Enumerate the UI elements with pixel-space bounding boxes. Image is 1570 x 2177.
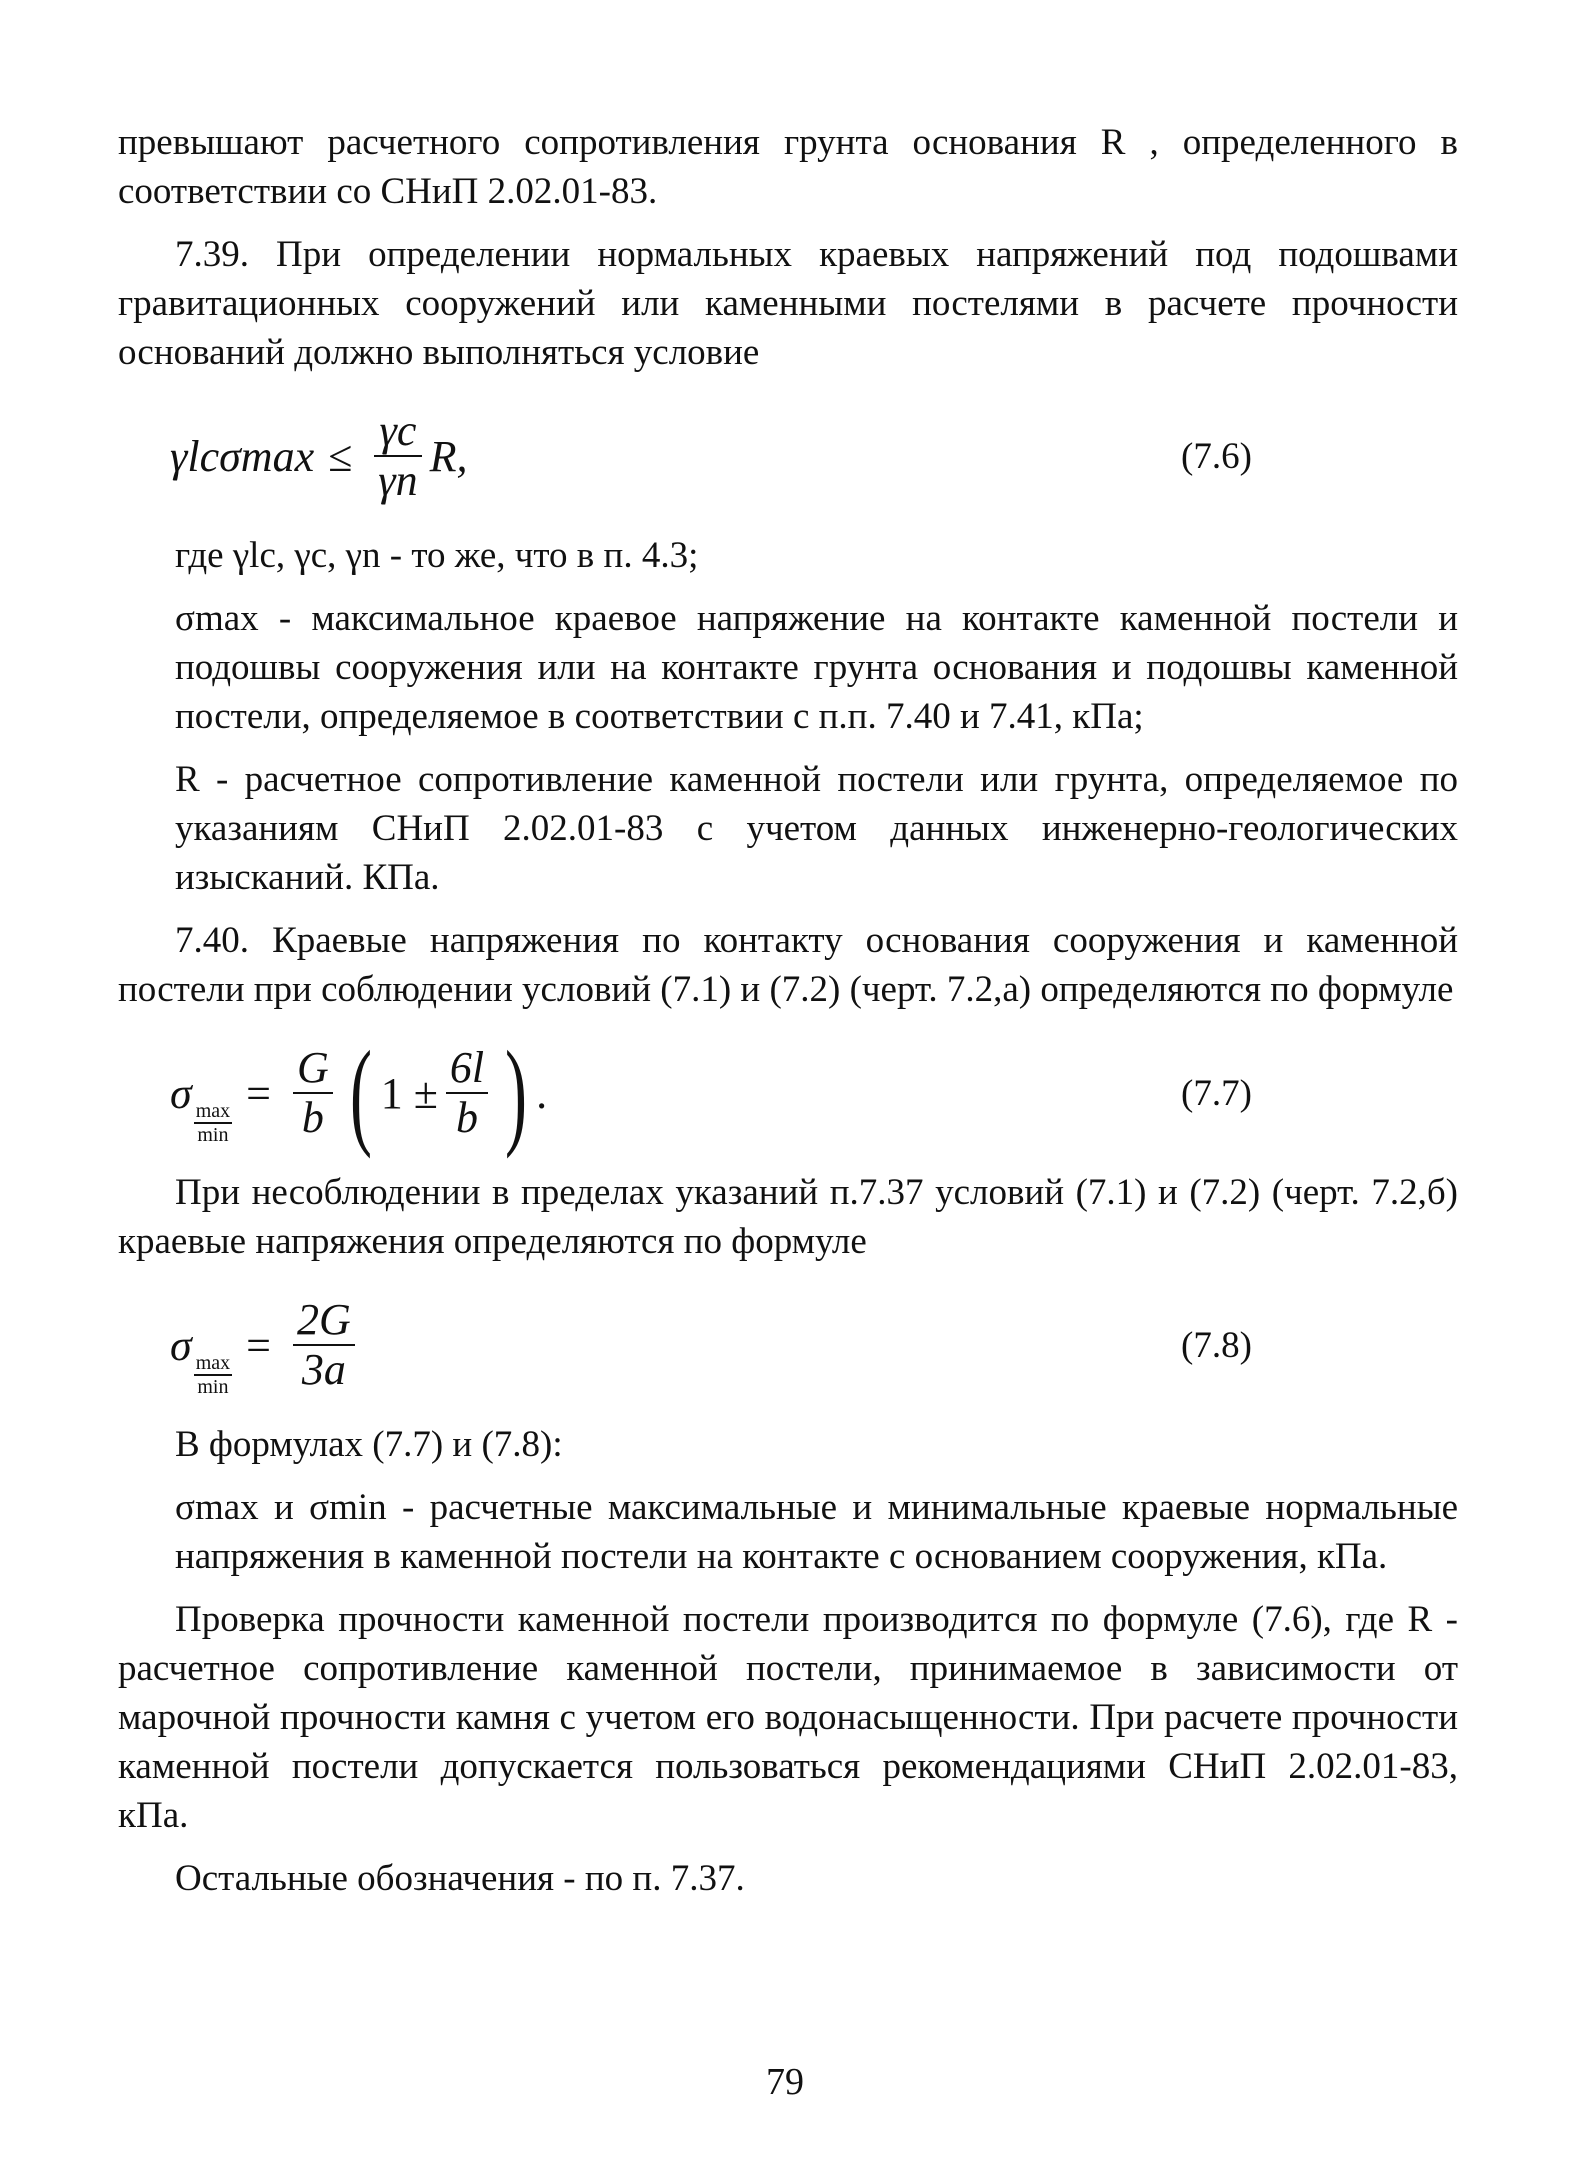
paragraph-continuation: превышают расчетного сопротивления грунта основания R , определенного в соответствии со СНиП 2.02.01-83. bbox=[118, 122, 1458, 212]
formula-7-6-fraction bbox=[374, 407, 421, 505]
formula-7-8-denominator: 3a bbox=[301, 1345, 346, 1394]
formula-7-8-operator: = bbox=[246, 1320, 271, 1370]
formula-7-6-operator: ≤ bbox=[328, 431, 353, 481]
formula-7-7-tail: . bbox=[536, 1068, 548, 1118]
subscript-min: min bbox=[197, 1124, 229, 1146]
formula-7-7-operator: = bbox=[246, 1068, 271, 1118]
subscript-min: min bbox=[197, 1376, 229, 1398]
formula-7-6-denominator: γn bbox=[378, 456, 418, 505]
formula-7-8-fraction bbox=[293, 1296, 355, 1394]
paragraph-sigma-max-min-def: σmax и σmin - расчетные максимальные и минимальные краевые нормальные напряжения в каменной постели на контакте с основанием сооружения, кПа. bbox=[175, 1487, 1458, 1577]
formula-7-7-inner-fraction bbox=[446, 1044, 488, 1142]
formula-7-6-tail: R, bbox=[429, 431, 468, 481]
document-page bbox=[118, 118, 1458, 1917]
formula-7-7-sigma: σ bbox=[170, 1068, 192, 1118]
formula-7-7-number: (7.7) bbox=[1181, 1072, 1252, 1114]
formula-7-8-subscript bbox=[194, 1352, 232, 1398]
formula-7-7-numerator: G bbox=[296, 1043, 329, 1092]
formula-7-7-subscript bbox=[194, 1100, 232, 1146]
page-number: 79 bbox=[766, 2061, 804, 2103]
left-parenthesis: ( bbox=[349, 1026, 372, 1159]
formula-7-7-expression bbox=[170, 1028, 547, 1158]
paragraph-7-39: 7.39. При определении нормальных краевых напряжений под подошвами гравитационных сооружений или каменными постелями в расчете прочности оснований должно выполняться условие bbox=[118, 234, 1458, 373]
formula-7-7-inner-left: 1 ± bbox=[380, 1068, 438, 1118]
paragraph-7-40: 7.40. Краевые напряжения по контакту основания сооружения и каменной постели при соблюдении условий (7.1) и (7.2) (черт. 7.2,а) определяются по формуле bbox=[118, 920, 1458, 1010]
formula-7-7-inner-denominator: b bbox=[455, 1093, 478, 1142]
formula-7-8-number: (7.8) bbox=[1181, 1324, 1252, 1366]
formula-7-8-numerator: 2G bbox=[296, 1295, 351, 1344]
formula-7-6-lhs: γlcσmax bbox=[170, 431, 315, 481]
formula-7-7-inner-numerator: 6l bbox=[449, 1043, 485, 1092]
formula-7-6-numerator: γc bbox=[379, 406, 417, 455]
paragraph-nonobservance: При несоблюдении в пределах указаний п.7.37 условий (7.1) и (7.2) (черт. 7.2,б) краевые напряжения определяются по формуле bbox=[118, 1172, 1458, 1262]
formula-7-8-sigma: σ bbox=[170, 1320, 192, 1370]
formula-7-6-expression bbox=[170, 391, 468, 521]
formula-7-8 bbox=[118, 1280, 1458, 1410]
formula-7-8-expression bbox=[170, 1280, 363, 1410]
formula-7-7-denominator: b bbox=[301, 1093, 324, 1142]
paragraph-strength-check: Проверка прочности каменной постели производится по формуле (7.6), где R - расчетное сопротивление каменной постели, принимаемое в зависимости от марочной прочности камня с учетом его водонасыщенности. При расчете прочности каменной постели допускается пользоваться рекомендациями СНиП 2.02.01-83, кПа. bbox=[118, 1599, 1458, 1836]
formula-7-6 bbox=[118, 391, 1458, 521]
paragraph-r-def: R - расчетное сопротивление каменной постели или грунта, определяемое по указаниям СНиП 2.02.01-83 с учетом данных инженерно-геологических изысканий. КПа. bbox=[175, 759, 1458, 898]
subscript-max: max bbox=[195, 1100, 231, 1122]
formula-7-6-number: (7.6) bbox=[1181, 435, 1252, 477]
paragraph-in-formulas: В формулах (7.7) и (7.8): bbox=[175, 1424, 563, 1465]
formula-7-7 bbox=[118, 1028, 1458, 1158]
paragraph-where: где γlc, γc, γn - то же, что в п. 4.3; bbox=[175, 535, 699, 576]
paragraph-other-notation: Остальные обозначения - по п. 7.37. bbox=[175, 1858, 745, 1899]
paragraph-sigma-max-def: σmax - максимальное краевое напряжение на контакте каменной постели и подошвы сооружения или на контакте грунта основания и подошвы каменной постели, определяемое в соответствии с п.п. 7.40 и 7.41, кПа; bbox=[175, 598, 1458, 737]
right-parenthesis: ) bbox=[505, 1026, 528, 1159]
subscript-max: max bbox=[195, 1352, 231, 1374]
formula-7-7-fraction bbox=[293, 1044, 333, 1142]
